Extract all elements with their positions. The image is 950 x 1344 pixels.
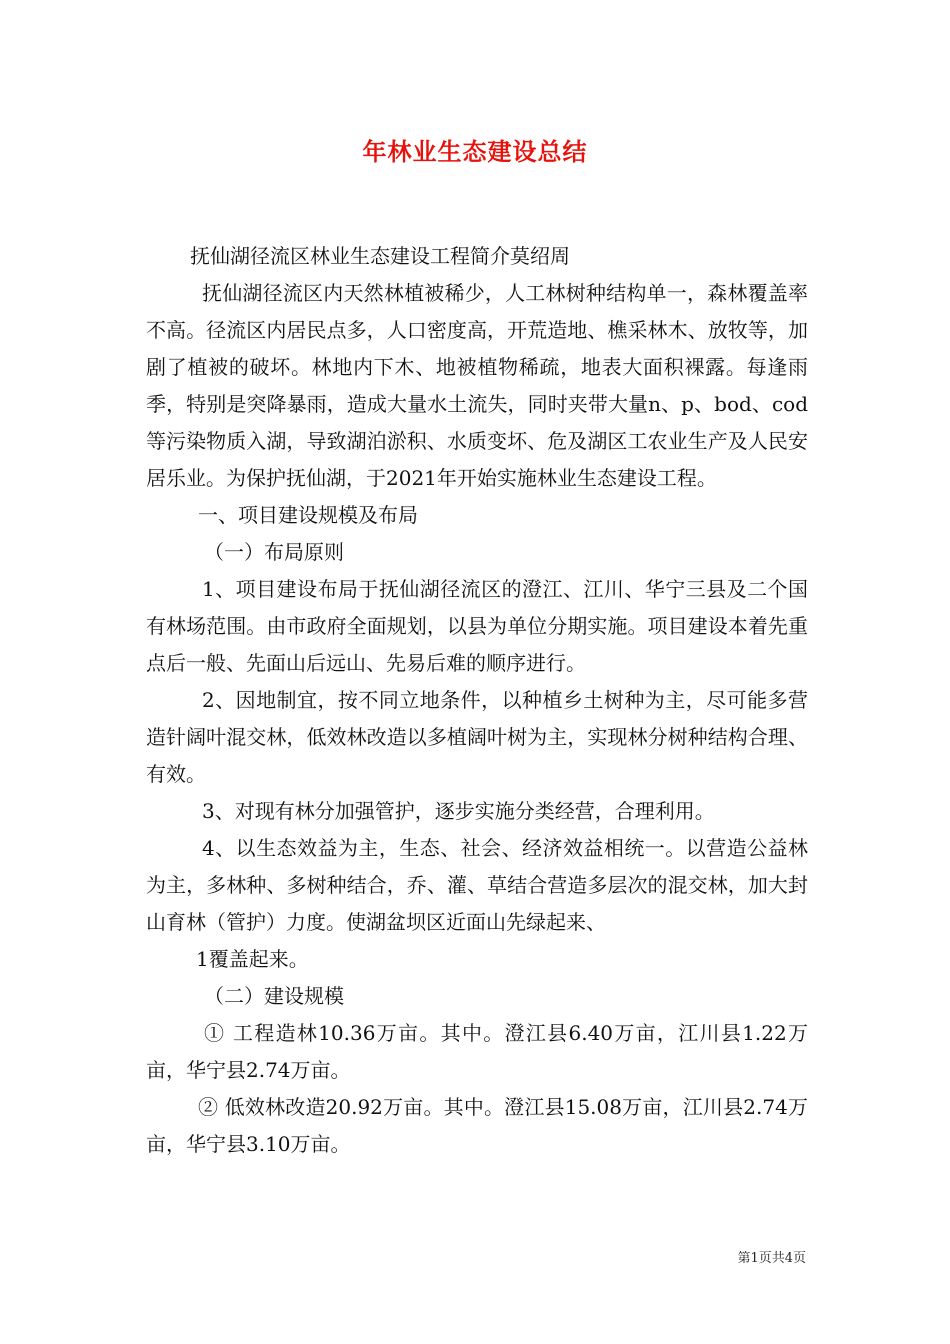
subsection-heading-2: （二）建设规模 xyxy=(204,984,344,1008)
paragraph-scale-1: ① 工程造林10.36万亩。其中。澄江县6.40万亩，江川县1.22万亩，华宁县2.74万亩。 xyxy=(146,1021,808,1082)
document-title: 年林业生态建设总结 xyxy=(362,137,588,166)
paragraph-principle-2: 2、因地制宜，按不同立地条件，以种植乡土树种为主，尽可能多营造针阔叶混交林，低效林改造以多植阔叶树为主，实现林分树种结构合理、有效。 xyxy=(146,688,808,786)
paragraph-intro-heading: 抚仙湖径流区林业生态建设工程简介莫绍周 xyxy=(190,244,570,268)
paragraph-background: 抚仙湖径流区内天然林植被稀少，人工林树种结构单一，森林覆盖率不高。径流区内居民点多，人口密度高，开荒造地、樵采林木、放牧等，加剧了植被的破坏。林地内下木、地被植物稀疏，地表大面积裸露。每逢雨季，特别是突降暴雨，造成大量水土流失，同时夹带大量n、p、bod、cod等污染物质入湖，导致湖泊淤积、水质变坏、危及湖区工农业生产及人民安居乐业。为保护抚仙湖，于2021年开始实施林业生态建设工程。 xyxy=(146,281,808,490)
paragraph-principle-4: 4、以生态效益为主，生态、社会、经济效益相统一。以营造公益林为主，多林种、多树种结合，乔、灌、草结合营造多层次的混交林，加大封山育林（管护）力度。使湖盆坝区近面山先绿起来、 xyxy=(146,836,808,934)
paragraph-scale-2: ② 低效林改造20.92万亩。其中。澄江县15.08万亩，江川县2.74万亩，华宁县3.10万亩。 xyxy=(146,1095,808,1156)
subsection-heading-1: （一）布局原则 xyxy=(204,540,344,564)
page-number: 第1页共4页 xyxy=(737,1251,806,1266)
paragraph-principle-3: 3、对现有林分加强管护，逐步实施分类经营，合理利用。 xyxy=(202,799,715,823)
paragraph-principle-1: 1、项目建设布局于抚仙湖径流区的澄江、江川、华宁三县及二个国有林场范围。由市政府全面规划，以县为单位分期实施。项目建设本着先重点后一般、先面山后远山、先易后难的顺序进行。 xyxy=(146,577,808,675)
document-body xyxy=(146,238,808,1163)
section-heading-1: 一、项目建设规模及布局 xyxy=(198,503,418,527)
paragraph-continuation: 1覆盖起来。 xyxy=(196,947,309,971)
